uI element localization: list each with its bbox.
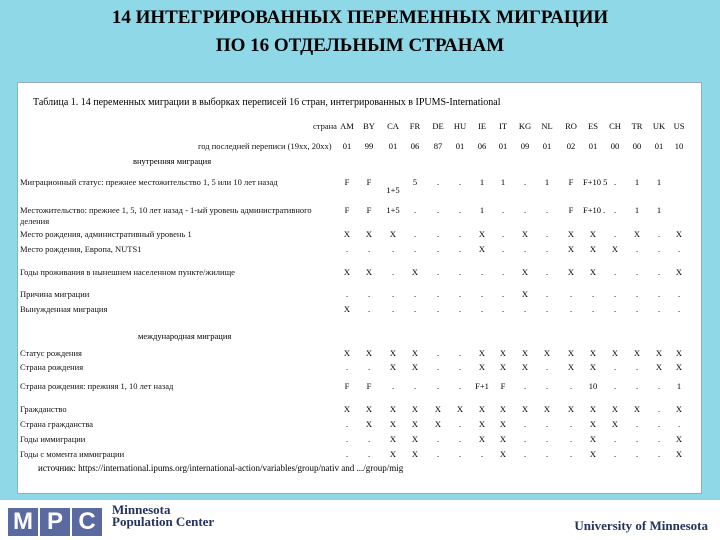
table-cell: . [367,244,371,254]
table-cell: 1 [656,177,662,187]
table-cell: . [436,177,440,187]
table-cell: . [391,244,395,254]
table-cell: . [458,229,462,239]
table-cell: . [436,205,440,215]
table-cell: . [613,267,617,277]
logo-line-1: Minnesota [112,502,171,517]
census-year: 01 [654,141,664,151]
table-cell: . [480,289,484,299]
table-cell: . [413,304,417,314]
row-label: Место рождения, Европа, NUTS1 [20,244,142,254]
title-line-1: 14 ИНТЕГРИРОВАННЫХ ПЕРЕМЕННЫХ МИГРАЦИИ [111,7,609,28]
table-cell: . [545,205,549,215]
table-cell: X [411,348,419,358]
census-year: 87 [433,141,443,151]
logo-letter: C [72,508,102,536]
table-cell: . [523,244,527,254]
table-cell: . [458,244,462,254]
row-label: Миграционный статус: прежнее местожительство 1, 5 или 10 лет назад [20,177,278,187]
row-label: Страна гражданства [20,419,94,429]
table-cell: . [458,449,462,459]
table-cell: . [523,419,527,429]
table-cell: . [436,289,440,299]
table-cell: . [458,289,462,299]
table-cell: X [675,229,683,239]
table-cell: . [345,419,349,429]
table-cell: . [413,289,417,299]
country-code: ES [588,121,598,131]
table-cell: . [458,434,462,444]
table-cell: X [389,404,397,414]
country-code: CA [387,121,399,131]
table-cell: . [613,381,617,391]
table-cell: X [633,229,641,239]
table-cell: X [611,244,619,254]
table-cell: X [411,404,419,414]
table-cell: X [365,419,373,429]
table-cell: . [613,362,617,372]
table-cell: X [611,419,619,429]
census-year: 00 [632,141,642,151]
row-label: Страна рождения: прежняя 1, 10 лет назад [20,381,174,391]
census-year: 09 [520,141,530,151]
table-cell: X [521,229,529,239]
table-cell: . [613,449,617,459]
census-year: 06 [477,141,487,151]
title-line-2: ПО 16 ОТДЕЛЬНЫМ СТРАНАМ [215,35,505,56]
table-cell: X [499,434,507,444]
table-cell: . [523,205,527,215]
table-cell: . [657,304,661,314]
row-label: Гражданство [20,404,67,414]
census-year: 01 [542,141,552,151]
table-cell: . [436,381,440,391]
table-cell: 1 [634,177,640,187]
table-cell: . [545,449,549,459]
table-cell: X [521,404,529,414]
source-note: источник: https://international.ipums.org/international-action/variables/group/nativ and .../group/mig [38,463,404,473]
table-cell: . [569,434,573,444]
table-cell: . [501,205,505,215]
table-cell: . [569,381,573,391]
table-cell: . [458,362,462,372]
table-cell: X [521,267,529,277]
logo-letter: M [8,508,38,536]
mpc-logo [8,508,108,536]
table-cell: X [343,348,351,358]
table-cell: X [411,449,419,459]
row-label: Причина миграции [20,289,90,299]
country-code: UK [652,121,666,131]
table-cell: X [675,449,683,459]
table-cell: . [345,289,349,299]
table-cell: . [545,304,549,314]
table-cell: . [635,449,639,459]
country-code: HU [453,121,467,131]
table-cell: F [568,177,574,187]
table-cell: . [613,289,617,299]
table-cell: . [635,244,639,254]
table-cell: X [589,449,597,459]
table-cell: . [501,244,505,254]
table-cell: . [569,289,573,299]
table-cell: 1 [656,205,662,215]
table-cell: X [543,404,551,414]
table-cell: X [434,404,442,414]
table-cell: X [478,348,486,358]
table-cell: . [657,289,661,299]
table-cell: . [657,449,661,459]
table-cell: . [436,304,440,314]
table-cell: . [458,177,462,187]
section-international: международная миграция [138,331,232,341]
census-year: 99 [364,141,374,151]
table-cell: F [344,205,350,215]
table-cell: . [523,304,527,314]
table-cell: X [434,419,442,429]
table-cell: . [613,205,617,215]
table-cell: . [569,449,573,459]
table-cell: . [545,229,549,239]
table-cell: X [343,267,351,277]
row-label: Годы проживания в нынешнем населенном пункте/жилище [20,267,235,277]
table-cell: . [657,244,661,254]
table-cell: . [413,381,417,391]
row-label: Вынужденная миграция [20,304,108,314]
table-cell: . [591,289,595,299]
table-cell: X [411,267,419,277]
table-cell: . [367,304,371,314]
country-code: RO [565,121,577,131]
table-cell: X [478,362,486,372]
table-cell: 1 [500,177,506,187]
table-cell: F [344,381,350,391]
table-cell: X [655,362,663,372]
table-cell: X [499,348,507,358]
page-title [0,4,720,60]
table-cell: X [521,362,529,372]
table-cell: . [436,244,440,254]
country-code: IE [477,121,487,131]
census-year: 01 [588,141,598,151]
table-cell: X [389,449,397,459]
table-cell: X [499,362,507,372]
table-cell: . [413,244,417,254]
university-name: University of Minnesota [574,518,708,533]
table-cell: . [657,267,661,277]
table-cell: X [567,362,575,372]
row-label: Годы с момента иммиграции [20,449,125,459]
table-cell: X [633,404,641,414]
table-cell: . [501,304,505,314]
country-code: IT [498,121,508,131]
table-cell: . [677,244,681,254]
table-cell: F [366,177,372,187]
table-cell: . [545,362,549,372]
table-cell: X [521,348,529,358]
table-cell: X [589,434,597,444]
census-year: 01 [388,141,398,151]
table-cell: . [458,419,462,429]
table-cell: X [521,289,529,299]
table-cell: . [345,449,349,459]
logo-line-2: Population Center [112,514,215,529]
table-cell: . [501,229,505,239]
row-label: Место рождения, административный уровень 1 [20,229,192,239]
table-cell: . [436,348,440,358]
table-cell: X [589,229,597,239]
country-code: AM [340,121,354,131]
table-cell: X [611,348,619,358]
table-cell: . [480,267,484,277]
table-cell: . [391,267,395,277]
table-cell: X [343,404,351,414]
table-cell: . [545,244,549,254]
table-cell: . [635,362,639,372]
table-cell: X [365,229,373,239]
table-cell: . [391,381,395,391]
table-cell: . [657,381,661,391]
table-cell: 5 [412,177,418,187]
logo-letter: P [40,508,70,536]
table-cell: F [500,381,506,391]
census-year: 01 [455,141,465,151]
table-cell: 1 [676,381,682,391]
table-cell: . [523,177,527,187]
census-year: 06 [410,141,420,151]
table-cell: X [389,229,397,239]
table-cell: . [613,304,617,314]
table-cell: 1 [634,205,640,215]
table-cell: X [478,434,486,444]
table-cell: . [569,419,573,429]
table-cell: 1 [479,205,485,215]
table-cell: X [675,267,683,277]
table-cell: X [478,419,486,429]
table-cell: . [458,205,462,215]
row-label: Годы иммиграции [20,434,86,444]
table-cell: X [675,348,683,358]
table-cell: . [523,381,527,391]
table-cell: . [501,289,505,299]
table-cell: X [675,434,683,444]
country-code: US [673,121,685,131]
table-cell: F+10 5 [583,177,608,187]
table-cell: X [411,362,419,372]
row-label: Статус рождения [20,348,82,358]
table-cell: . [635,267,639,277]
table-cell: . [545,381,549,391]
table-cell: F [366,381,372,391]
table-cell: 1 [479,177,485,187]
row-label: Местожительство: прежнее 1, 5, 10 лет назад - 1-ый уровень административного деления [20,205,312,226]
table-cell: X [343,304,351,314]
table-cell: X [343,229,351,239]
table-cell: X [478,229,486,239]
table-cell: . [635,419,639,429]
table-cell: X [411,434,419,444]
table-cell: X [655,348,663,358]
table-cell: X [456,404,464,414]
table-cell: . [345,362,349,372]
table-cell: . [591,304,595,314]
table-cell: X [389,362,397,372]
table-cell: . [436,267,440,277]
country-code: BY [363,121,375,131]
table-cell: X [478,404,486,414]
table-cell: . [480,449,484,459]
table-cell: . [413,229,417,239]
table-cell: . [613,229,617,239]
table-cell: 1+5 [386,205,400,215]
section-internal: внутренняя миграция [133,156,212,166]
table-cell: F [568,205,574,215]
country-code: NL [541,121,553,131]
table-cell: X [589,244,597,254]
table-cell: X [675,404,683,414]
table-cell: . [436,434,440,444]
country-code: KG [518,121,532,131]
table-cell: . [436,229,440,239]
table-panel [17,82,702,494]
table-cell: . [657,434,661,444]
table-cell: X [567,244,575,254]
table-cell: . [458,381,462,391]
table-cell: . [635,434,639,444]
table-cell: X [365,348,373,358]
table-cell: X [567,229,575,239]
table-cell: X [567,404,575,414]
table-cell: X [389,348,397,358]
table-cell: 1 [544,177,550,187]
table-cell: . [391,304,395,314]
table-cell: . [480,304,484,314]
table-cell: X [567,267,575,277]
table-cell: . [545,267,549,277]
table-cell: . [345,434,349,444]
table-cell: X [589,348,597,358]
table-cell: . [367,289,371,299]
table-cell: . [523,449,527,459]
table-cell: . [613,434,617,444]
table-cell: . [367,434,371,444]
table-cell: . [635,381,639,391]
table-cell: X [589,419,597,429]
table-cell: X [499,404,507,414]
census-year: 01 [498,141,508,151]
table-cell: F [344,177,350,187]
table-cell: . [613,177,617,187]
table-cell: . [545,419,549,429]
table-cell: . [677,289,681,299]
table-cell: . [367,362,371,372]
table-cell: . [635,304,639,314]
census-year: 02 [566,141,576,151]
table-cell: X [675,362,683,372]
census-year: 01 [342,141,352,151]
country-code: DE [432,121,444,131]
table-cell: . [458,267,462,277]
table-cell: . [458,348,462,358]
table-cell: . [677,419,681,429]
mpc-name [112,504,214,528]
country-label: страна [313,121,337,131]
table-cell: . [436,362,440,372]
table-cell: X [589,362,597,372]
table-cell: . [569,304,573,314]
table-cell: X [567,348,575,358]
table-cell: X [611,404,619,414]
table-cell: X [389,419,397,429]
table-cell: X [365,404,373,414]
table-cell: . [635,289,639,299]
year-label: год последней переписи (19xx, 20xx) [198,141,332,151]
table-cell: . [545,289,549,299]
table-cell: X [499,419,507,429]
country-code: TR [631,121,643,131]
table-cell: 10 [588,381,598,391]
table-cell: . [436,449,440,459]
country-code: CH [609,121,621,131]
table-cell: X [389,434,397,444]
census-year: 00 [610,141,620,151]
table-cell: . [501,267,505,277]
table-cell: . [545,434,549,444]
table-cell: . [657,419,661,429]
table-cell: 1+5 [386,185,400,195]
table-cell: X [478,244,486,254]
table-caption: Таблица 1. 14 переменных миграции в выборках переписей 16 стран, интегрированных в IPUMS-International [33,97,501,108]
table-cell: X [633,348,641,358]
table-cell: F [366,205,372,215]
table-cell: . [391,289,395,299]
table-cell: . [458,304,462,314]
table-cell: . [677,304,681,314]
table-cell: . [657,404,661,414]
table-cell: X [589,404,597,414]
table-cell: . [345,244,349,254]
table-cell: X [543,348,551,358]
table-cell: . [657,229,661,239]
table-cell: . [413,205,417,215]
country-code: FR [409,121,421,131]
table-cell: F+10 . [583,205,606,215]
table-cell: X [365,267,373,277]
table-cell: X [411,419,419,429]
row-label: Страна рождения [20,362,84,372]
census-year: 10 [674,141,684,151]
table-cell: . [367,449,371,459]
table-cell: X [589,267,597,277]
table-cell: X [499,449,507,459]
table-cell: F+1 [475,381,489,391]
table-cell: . [523,434,527,444]
